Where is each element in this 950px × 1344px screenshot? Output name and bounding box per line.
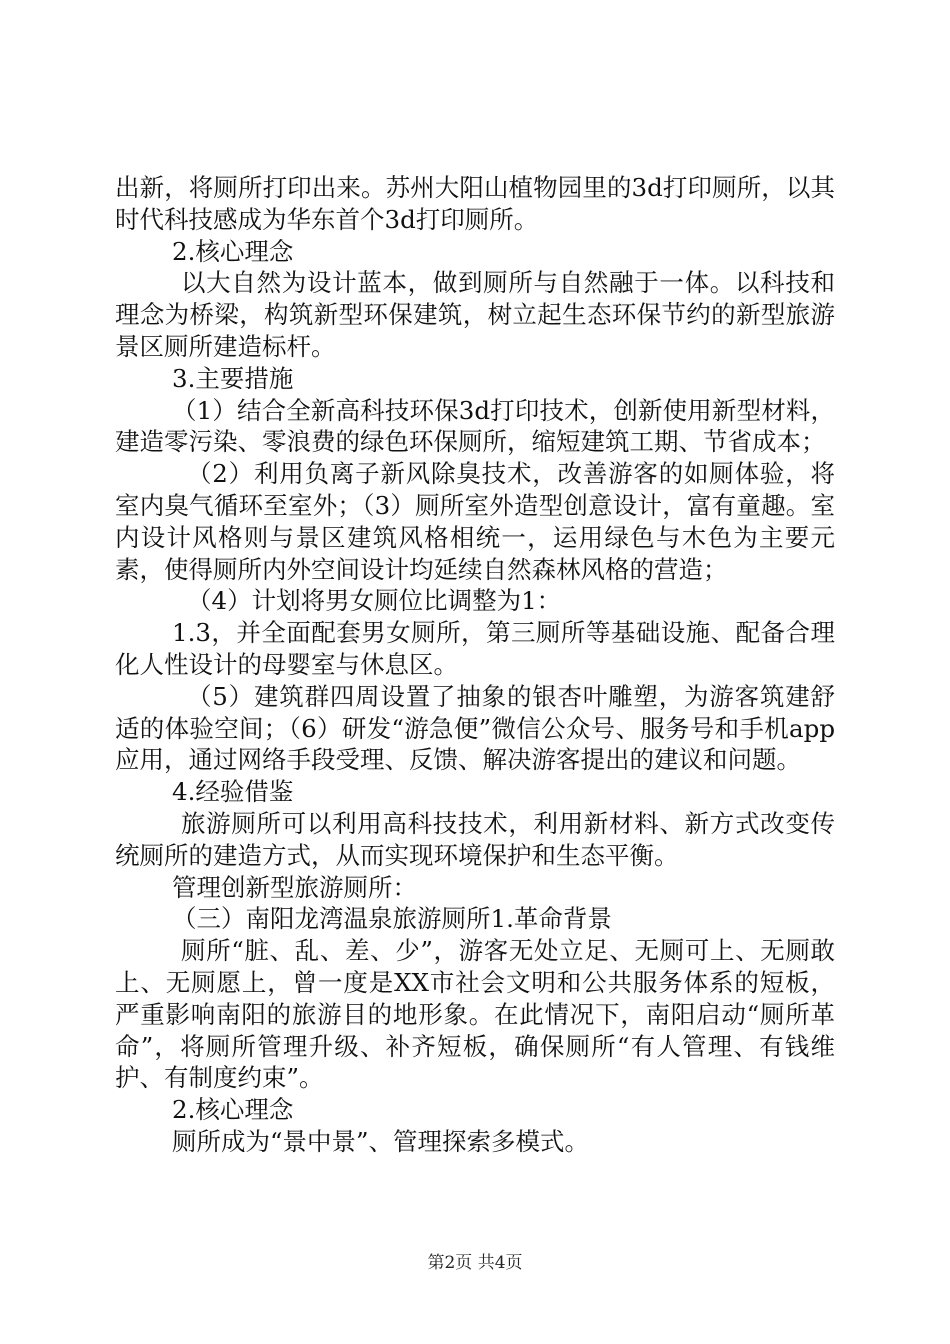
paragraph: （4）计划将男女厕位比调整为1：: [187, 586, 562, 616]
paragraph: （三）南阳龙湾温泉旅游厕所1.革命背景: [172, 904, 612, 934]
paragraph: 厕所成为“景中景”、管理探索多模式。: [172, 1126, 590, 1156]
paragraph: 3.主要措施: [172, 363, 294, 393]
paragraph: 2.核心理念: [172, 1095, 294, 1125]
paragraph: 出新，将厕所打印出来。苏州大阳山植物园里的3d打印厕所，以其时代科技感成为华东首个3d打印厕所。: [115, 173, 835, 234]
paragraph: 1.3，并全面配套男女厕所，第三厕所等基础设施、配备合理化人性设计的母婴室与休息区。: [115, 618, 835, 679]
paragraph: 4.经验借鉴: [172, 777, 294, 807]
paragraph: 厕所“脏、乱、差、少”，游客无处立足、无厕可上、无厕敢上、无厕愿上，曾一度是XX市社会文明和公共服务体系的短板，严重影响南阳的旅游目的地形象。在此情况下，南阳启动“厕所革命”，将厕所管理升级、补齐短板，确保厕所“有人管理、有钱维护、有制度约束”。: [115, 936, 835, 1093]
paragraph: 以大自然为设计蓝本，做到厕所与自然融于一体。以科技和理念为桥梁，构筑新型环保建筑，树立起生态环保节约的新型旅游景区厕所建造标杆。: [115, 268, 835, 361]
paragraph: 管理创新型旅游厕所：: [172, 872, 417, 902]
paragraph: （5）建筑群四周设置了抽象的银杏叶雕塑，为游客筑建舒适的体验空间；（6）研发“游急便”微信公众号、服务号和手机app应用，通过网络手段受理、反馈、解决游客提出的建议和问题。: [115, 681, 835, 775]
paragraph: （2）利用负离子新风除臭技术，改善游客的如厕体验，将室内臭气循环至室外；（3）厕所室外造型创意设计，富有童趣。室内设计风格则与景区建筑风格相统一，运用绿色与木色为主要元素，使得厕所内外空间设计均延续自然森林风格的营造；: [115, 459, 835, 584]
page-footer: 第2页 共4页: [427, 1253, 523, 1273]
paragraph: 旅游厕所可以利用高科技技术，利用新材料、新方式改变传统厕所的建造方式，从而实现环境保护和生态平衡。: [115, 808, 835, 870]
paragraph: （1）结合全新高科技环保3d打印技术，创新使用新型材料，建造零污染、零浪费的绿色环保厕所，缩短建筑工期、节省成本；: [115, 395, 835, 457]
paragraph: 2.核心理念: [172, 236, 294, 266]
document-body: [115, 172, 835, 1158]
